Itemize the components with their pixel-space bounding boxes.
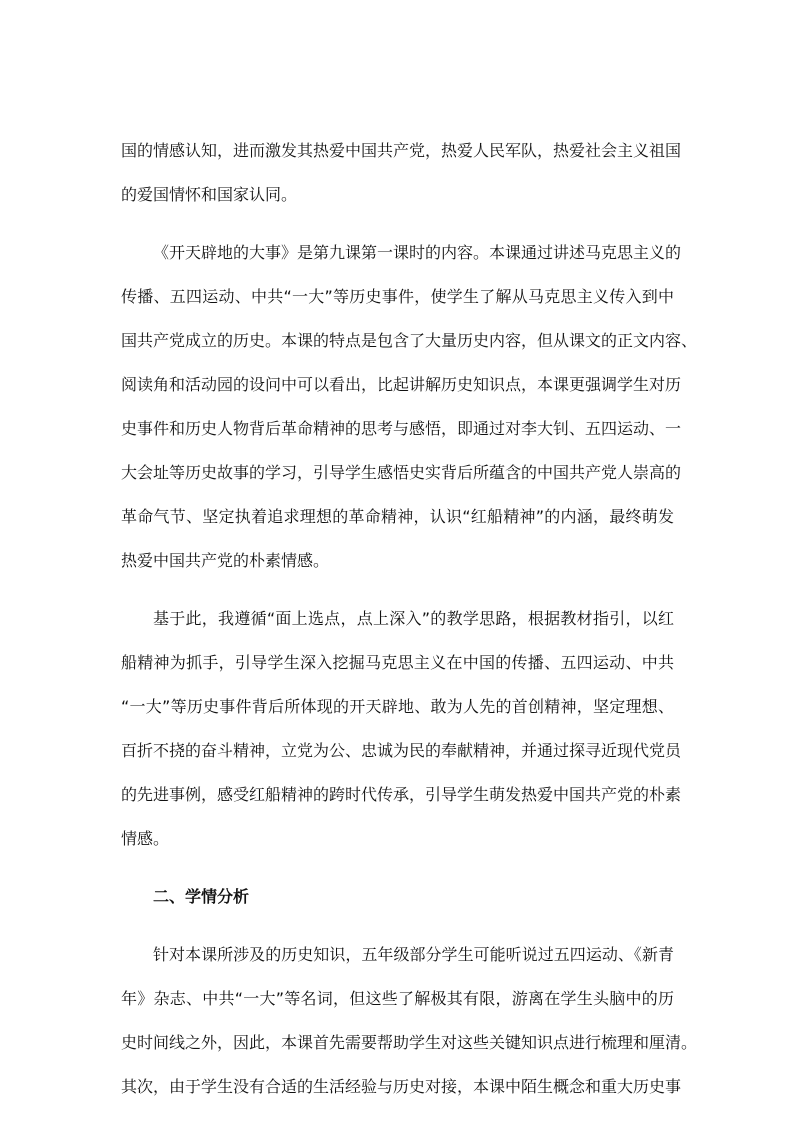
approach-line-4: 百折不挠的奋斗精神，立党为公、忠诚为民的奉献精神，并通过探寻近现代党员 xyxy=(121,741,682,760)
lesson-line-4: 阅读角和活动园的设问中可以看出，比起讲解历史知识点，本课更强调学生对历 xyxy=(121,375,682,394)
intro-line-1: 国的情感认知，进而激发其热爱中国共产党，热爱人民军队，热爱社会主义祖国 xyxy=(121,141,682,160)
section-heading: 二、学情分析 xyxy=(153,887,250,906)
approach-line-1: 基于此，我遵循“面上选点，点上深入”的教学思路，根据教材指引，以红 xyxy=(153,609,674,628)
approach-line-2: 船精神为抓手，引导学生深入挖掘马克思主义在中国的传播、五四运动、中共 xyxy=(121,653,674,672)
approach-line-6: 情感。 xyxy=(121,829,170,848)
lesson-line-3: 国共产党成立的历史。本课的特点是包含了大量历史内容，但从课文的正文内容、 xyxy=(121,331,698,350)
lesson-line-5: 史事件和历史人物背后革命精神的思考与感悟，即通过对李大钊、五四运动、一 xyxy=(121,419,682,438)
students-line-1: 针对本课所涉及的历史知识，五年级部分学生可能听说过五四运动、《新青 xyxy=(153,945,674,964)
approach-line-3: “一大”等历史事件背后所体现的开天辟地、敢为人先的首创精神，坚定理想、 xyxy=(121,697,674,716)
lesson-line-2: 传播、五四运动、中共“一大”等历史事件，使学生了解从马克思主义传入到中 xyxy=(121,287,674,306)
students-line-2: 年》杂志、中共“一大”等名词，但这些了解极其有限，游离在学生头脑中的历 xyxy=(121,989,674,1008)
students-line-4: 其次，由于学生没有合适的生活经验与历史对接，本课中陌生概念和重大历史事 xyxy=(121,1077,682,1096)
intro-line-2: 的爱国情怀和国家认同。 xyxy=(121,185,298,204)
lesson-line-8: 热爱中国共产党的朴素情感。 xyxy=(121,551,330,570)
students-line-3: 史时间线之外，因此，本课首先需要帮助学生对这些关键知识点进行梳理和厘清。 xyxy=(121,1033,698,1052)
lesson-line-1: 《开天辟地的大事》是第九课第一课时的内容。本课通过讲述马克思主义的 xyxy=(153,243,682,262)
lesson-line-6: 大会址等历史故事的学习，引导学生感悟史实背后所蕴含的中国共产党人崇高的 xyxy=(121,463,682,482)
lesson-line-7: 革命气节、坚定执着追求理想的革命精神，认识“红船精神”的内涵，最终萌发 xyxy=(121,507,674,526)
approach-line-5: 的先进事例，感受红船精神的跨时代传承，引导学生萌发热爱中国共产党的朴素 xyxy=(121,785,682,804)
